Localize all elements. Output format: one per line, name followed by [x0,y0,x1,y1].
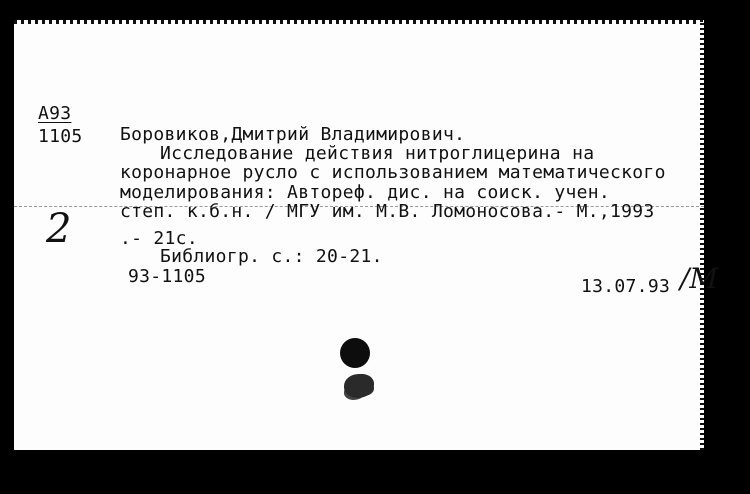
punch-hole [340,338,370,368]
bibliography-note: Библиогр. с.: 20-21. [160,246,383,267]
shelf-number: 1105 [38,126,83,147]
accession-number: 93-1105 [128,266,206,287]
handwritten-initials: /М [680,262,719,295]
shelf-mark: А93 [38,103,72,124]
date-stamp: 13.07.93 [581,276,671,297]
title-line-2: коронарное русло с использованием математического [120,162,666,183]
title-line-5: .- 21с. [120,228,198,249]
handwritten-copies: 2 [46,206,72,252]
card-right-edge [700,22,704,450]
title-line-4: степ. к.б.н. / МГУ им. М.В. Ломоносова.- М.,1993 [120,201,655,222]
title-line-1: Исследование действия нитроглицерина на [160,143,595,164]
card-top-edge [14,20,704,24]
author-name: Боровиков,Дмитрий Владимирович. [120,124,466,145]
title-line-3: моделирования: Автореф. дис. на соиск. учен. [120,182,611,203]
